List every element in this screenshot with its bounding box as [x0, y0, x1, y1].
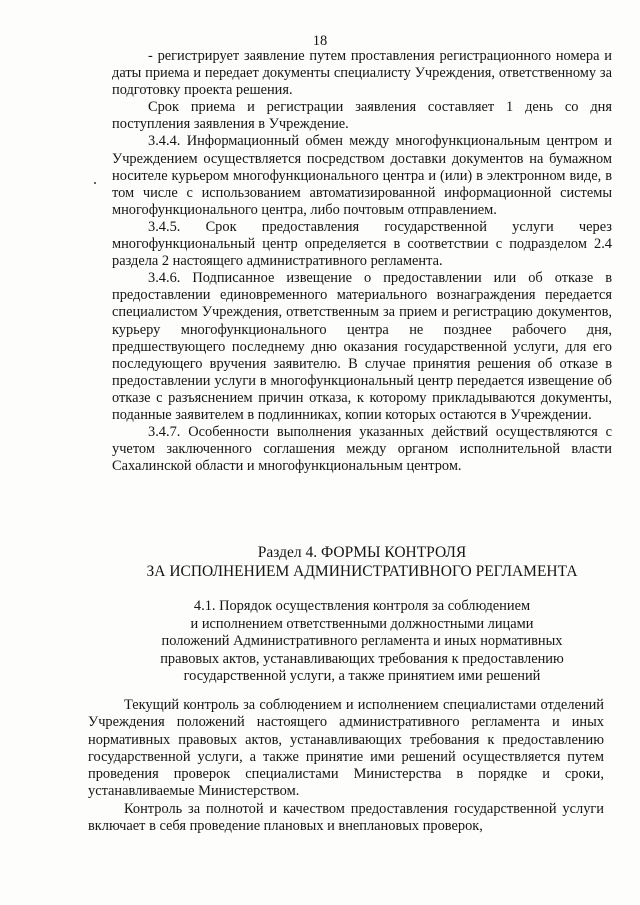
paragraph-3-4-5: 3.4.5. Срок предоставления государственной услуги через многофункциональный центр определяется в соответствии с подразделом 2.4 раздела 2 настоящего административного регламента.: [112, 218, 612, 270]
subheading-line: государственной услуги, а также принятием ими решений: [183, 668, 541, 685]
subheading-line: положений Административного регламента и иных нормативных: [161, 633, 563, 650]
paragraph-3-4-6: 3.4.6. Подписанное извещение о предоставлении или об отказе в предоставлении единовременного материального вознаграждения передается специалистом Учреждения, ответственным за прием и регистрацию документов, курьеру многофункционального центра не позднее рабочего дня, предшествующего последнему дню оказания государственной услуги, для его последующего вручения заявителю. В случае принятия решения об отказе в предоставлении услуги в многофункциональный центр передается извещение об отказе с разъяснением причин отказа, к которому прикладываются документы, поданные заявителем в подлинниках, копии которых остаются в Учреждении.: [112, 270, 612, 423]
paragraph-quality-control: Контроль за полнотой и качеством предоставления государственной услуги включает в себя проведение плановых и внеплановых проверок,: [88, 800, 604, 835]
paragraph-registration-term: Срок приема и регистрации заявления составляет 1 день со дня поступления заявления в Учреждение.: [112, 99, 612, 133]
subheading-line: и исполнением ответственными должностными лицами: [190, 615, 534, 632]
subsection-4-1-heading: [112, 598, 612, 686]
page-number: 18: [312, 33, 328, 49]
subheading-line: 4.1. Порядок осуществления контроля за соблюдением: [193, 598, 531, 614]
scan-speck: [94, 182, 96, 184]
section-4-heading-line-1: Раздел 4. ФОРМЫ КОНТРОЛЯ: [257, 544, 467, 561]
paragraph-3-4-4: 3.4.4. Информационный обмен между многофункциональным центром и Учреждением осуществляется посредством доставки документов на бумажном носителе курьером многофункционального центра и (или) в электронном виде, в том числе с использованием автоматизированной информационной системы многофункционального центра, либо почтовым отправлением.: [112, 133, 612, 218]
section-4-1-text: [88, 697, 604, 835]
section-3-4-text: [112, 48, 612, 475]
section-4-heading: [112, 543, 612, 581]
section-4-heading-line-2: ЗА ИСПОЛНЕНИЕМ АДМИНИСТРАТИВНОГО РЕГЛАМЕНТА: [146, 563, 578, 580]
paragraph-3-4-7: 3.4.7. Особенности выполнения указанных действий осуществляются с учетом заключенного соглашения между органом исполнительной власти Сахалинской области и многофункциональным центром.: [112, 424, 612, 475]
paragraph-registration: - регистрирует заявление путем проставления регистрационного номера и даты приема и передает документы специалисту Учреждения, ответственному за подготовку проекта решения.: [112, 48, 612, 99]
paragraph-current-control: Текущий контроль за соблюдением и исполнением специалистами отделений Учреждения положений настоящего административного регламента и иных нормативных правовых актов, устанавливающих требования к предоставлению государственной услуги, а также принятие ими решений осуществляется путем проведения проверок специалистами Министерства в порядке и сроки, устанавливаемые Министерством.: [88, 697, 604, 800]
subheading-line: правовых актов, устанавливающих требования к предоставлению: [160, 650, 564, 667]
